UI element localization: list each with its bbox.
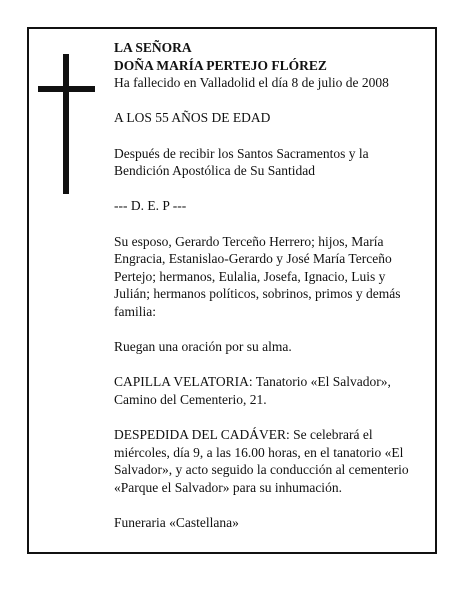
- chapel-paragraph: [114, 373, 424, 408]
- farewell-text: Se celebrará el miércoles, día 9, a las 16.00 horas, en el tanatorio «El Salvador», y acto seguido la conducción al cementerio «Parque el Salvador» para su inhumación.: [114, 427, 409, 495]
- farewell-paragraph: [114, 426, 424, 496]
- obituary-text: [114, 39, 424, 532]
- farewell-label: DESPEDIDA DEL CADÁVER:: [114, 427, 290, 443]
- rip-line: --- D. E. P ---: [114, 198, 187, 214]
- prayer-line: Ruegan una oración por su alma.: [114, 339, 292, 355]
- sacraments-line: Después de recibir los Santos Sacramentos y la Bendición Apostólica de Su Santidad: [114, 145, 369, 179]
- chapel-label: CAPILLA VELATORIA:: [114, 374, 253, 390]
- deceased-name: DOÑA MARÍA PERTEJO FLÓREZ: [114, 57, 327, 73]
- cross-icon-horizontal-bar: [38, 86, 95, 92]
- title-line-1: LA SEÑORA: [114, 40, 192, 55]
- cross-icon-vertical-bar: [63, 54, 69, 194]
- family-paragraph: Su esposo, Gerardo Terceño Herrero; hijos, María Engracia, Estanislao-Gerardo y José María Terceño Pertejo; hermanos, Eulalia, Josefa, Ignacio, Luis y Julián; hermanos políticos, sobrinos, primos y demás familia:: [114, 233, 401, 319]
- funeral-home-line: Funeraria «Castellana»: [114, 515, 239, 531]
- chapel-text: Tanatorio «El Salvador», Camino del Cementerio, 21.: [114, 374, 391, 407]
- death-info: Ha fallecido en Valladolid el día 8 de julio de 2008: [114, 75, 389, 91]
- age-line: A LOS 55 AÑOS DE EDAD: [114, 110, 271, 126]
